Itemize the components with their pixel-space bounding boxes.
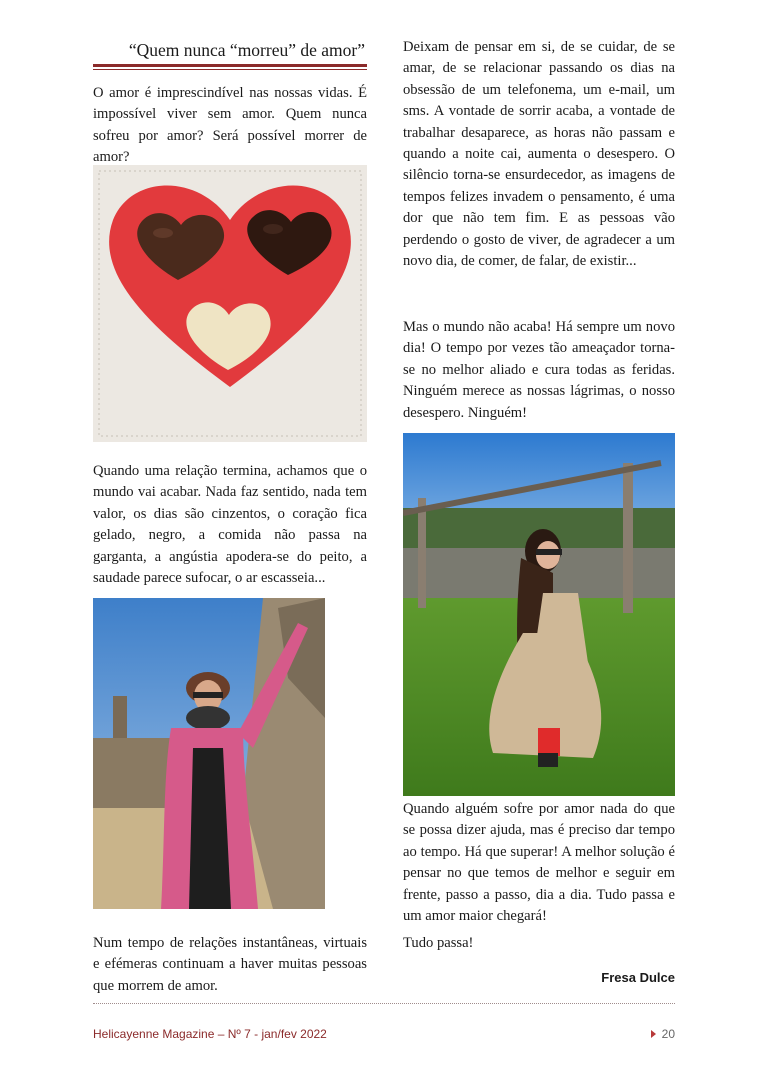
title-rule-thick bbox=[93, 64, 367, 67]
paragraph-intro: O amor é imprescindível nas nossas vidas. É impossível viver sem amor. Quem nunca sofreu por amor? Será possível morrer de amor? bbox=[93, 85, 367, 166]
woman-grass-photo bbox=[403, 433, 675, 796]
chocolate-hearts-photo bbox=[93, 165, 367, 442]
author-signature: Fresa Dulce bbox=[601, 970, 675, 985]
footer-page-number bbox=[651, 1027, 675, 1041]
page-number: 20 bbox=[661, 1027, 675, 1041]
footer-divider bbox=[93, 1003, 675, 1004]
title-rule-thin bbox=[93, 69, 367, 70]
paragraph-stop-thinking: Deixam de pensar em si, de se cuidar, de se amar, de se relacionar passando os dias na obsessão de um telefonema, um e-mail, um sms. A vontade de sorrir acaba, a vontade de trabalhar desaparece, as horas não passam e quando a noite cai, aumenta o desespero. O silêncio torna-se ensurdecedor, as imagens de tempos felizes invadem o pensamento, é uma dor que não tem fim. E as pessoas vão perdendo o gosto de viver, de agradecer a um novo dia, de comer, de falar, de existir... bbox=[403, 39, 675, 270]
article-title: “Quem nunca “morreu” de amor” bbox=[128, 40, 365, 60]
woman-pink-coat-photo bbox=[93, 598, 325, 909]
paragraph-when-someone-suffers: Quando alguém sofre por amor nada do que se possa dizer ajuda, mas é preciso dar tempo ao tempo. Há que superar! A melhor solução é pensar no que temos de melhor e seguir em frente, passo a passo, dia a dia. Tudo passa e um amor maior chegará! bbox=[403, 801, 675, 925]
paragraph-relationship-ends: Quando uma relação termina, achamos que o mundo vai acabar. Nada faz sentido, nada tem valor, os dias são cinzentos, o coração fica gelado, negro, a comida não passa na garganta, a angústia apodera-se do peito, a saudade parece sufocar, o ar escasseia... bbox=[93, 463, 367, 587]
triangle-right-icon bbox=[651, 1030, 656, 1038]
footer-magazine-info: Helicayenne Magazine – Nº 7 - jan/fev 2022 bbox=[93, 1027, 327, 1041]
paragraph-world-doesnt-end: Mas o mundo não acaba! Há sempre um novo dia! O tempo por vezes tão ameaçador torna-se no melhor aliado e cura todas as feridas. Ninguém merece as nossas lágrimas, o nosso desespero. Ninguém! bbox=[403, 319, 675, 421]
paragraph-everything-passes: Tudo passa! bbox=[403, 935, 474, 951]
paragraph-instant-relations: Num tempo de relações instantâneas, virtuais e efémeras continuam a haver muitas pessoas que morrem de amor. bbox=[93, 935, 367, 994]
